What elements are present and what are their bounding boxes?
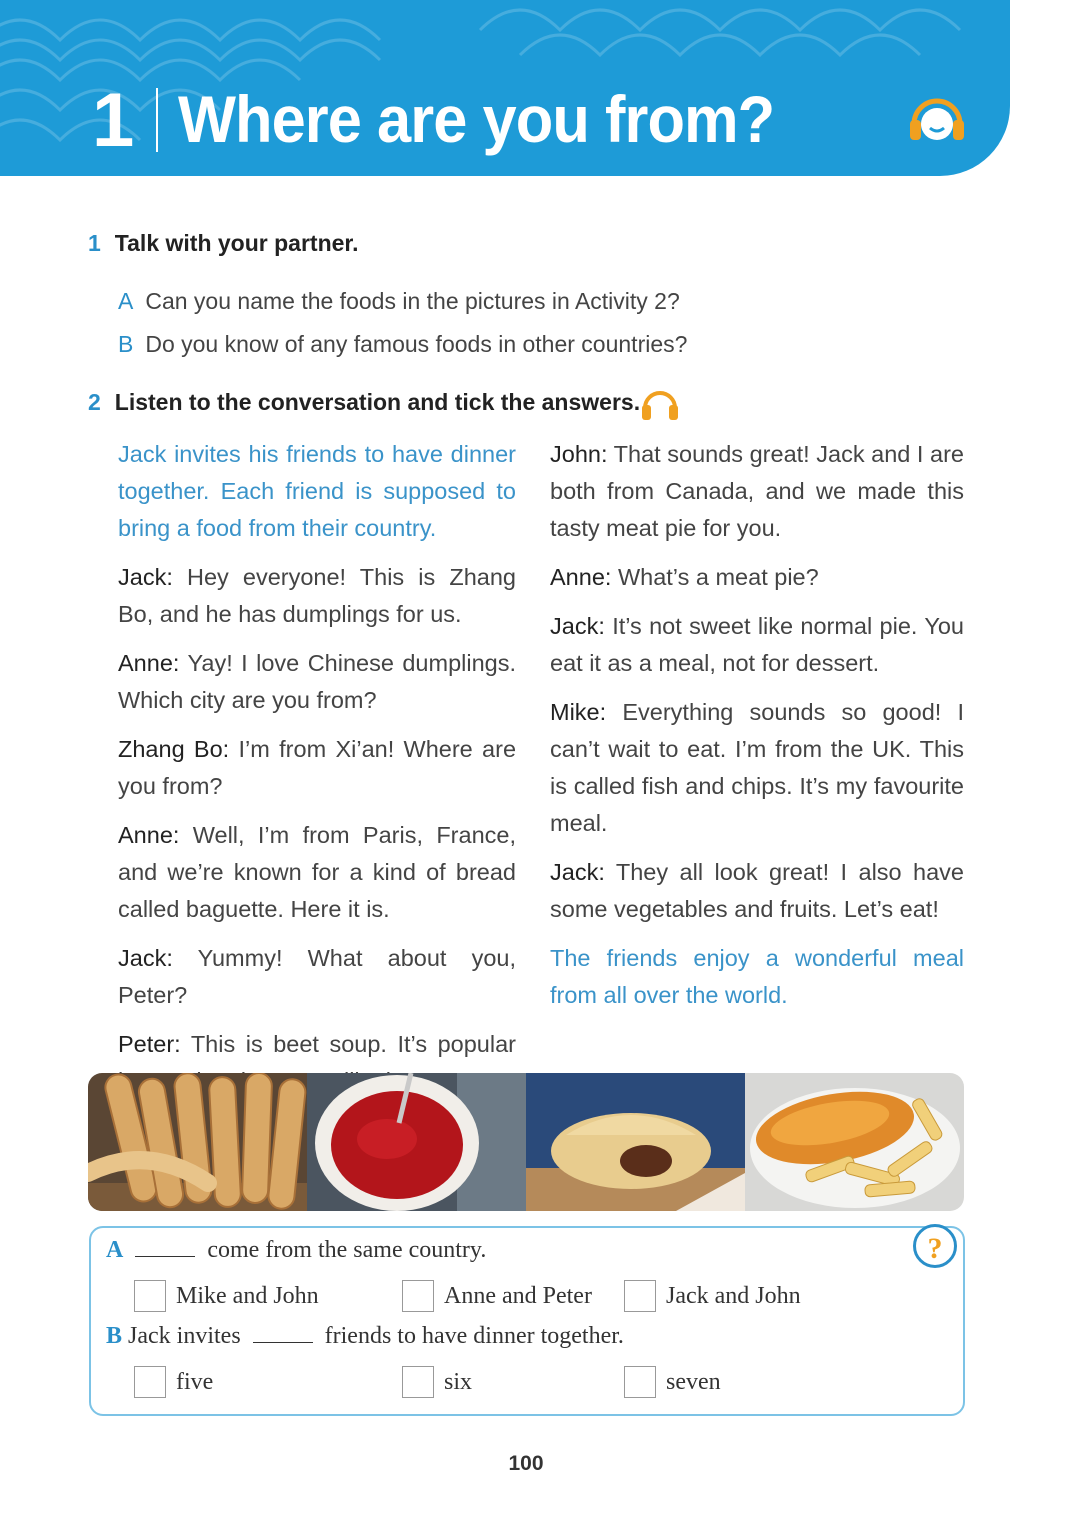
- activity-1-instruction: Talk with your partner.: [114, 230, 359, 256]
- speaker: Zhang Bo:: [118, 736, 230, 762]
- meat-pie-photo: [526, 1073, 745, 1211]
- dialogue-line: [550, 608, 964, 682]
- unit-title: Where are you from?: [178, 82, 775, 156]
- dialogue-line: [550, 854, 964, 928]
- line-text: I’m from Xi’an! Where are you from?: [118, 736, 517, 799]
- dialogue-line: [550, 559, 964, 596]
- choice-a3[interactable]: [624, 1280, 801, 1312]
- choice-label: Anne and Peter: [444, 1282, 592, 1309]
- speaker: Jack:: [118, 945, 173, 971]
- answer-blank: [135, 1236, 195, 1257]
- tick-box[interactable]: [134, 1366, 166, 1398]
- line-text: What’s a meat pie?: [617, 564, 819, 590]
- fish-and-chips-photo: [745, 1073, 964, 1211]
- question-letter: B: [106, 1323, 123, 1349]
- choice-b1[interactable]: [134, 1366, 213, 1398]
- speaker: Anne:: [550, 564, 612, 590]
- choice-label: five: [176, 1368, 214, 1395]
- dialogue-line: [550, 694, 964, 842]
- question-mark-icon[interactable]: ?: [913, 1224, 957, 1268]
- question-b: [106, 1322, 624, 1350]
- choice-label: Jack and John: [666, 1282, 801, 1309]
- dialogue-line: [118, 817, 516, 928]
- option-letter: B: [118, 331, 134, 357]
- question-a: [106, 1236, 486, 1264]
- title-divider: [156, 88, 158, 152]
- story-outro: The friends enjoy a wonderful meal from all over the world.: [550, 945, 964, 1008]
- choice-label: seven: [666, 1368, 721, 1395]
- activity-1-option-b: [118, 331, 687, 358]
- tick-box[interactable]: [134, 1280, 166, 1312]
- line-text: Yummy! What about you, Peter?: [118, 945, 516, 1008]
- line-text: This is beet soup. It’s popular: [190, 1031, 516, 1057]
- tick-box[interactable]: [402, 1280, 434, 1312]
- choice-a1[interactable]: [134, 1280, 319, 1312]
- tick-box[interactable]: [402, 1366, 434, 1398]
- line-text: Well, I’m from Paris, France, and we’re known for a kind of bread called baguette. Here it is.: [118, 822, 516, 922]
- choice-label: six: [444, 1368, 473, 1395]
- unit-number: 1: [92, 78, 135, 163]
- line-text: Everything sounds so good! I can’t wait to eat. I’m from the UK. This is called fish and chips. It’s my favourite meal.: [550, 699, 964, 836]
- activity-2-number: 2: [88, 389, 101, 415]
- question-text: come from the same country.: [207, 1237, 487, 1263]
- page-number: 100: [508, 1452, 544, 1475]
- activity-1-option-a: [118, 288, 680, 315]
- speaker: Anne:: [118, 650, 180, 676]
- tick-box[interactable]: [624, 1280, 656, 1312]
- tick-box[interactable]: [624, 1366, 656, 1398]
- line-text: Hey everyone! This is Zhang Bo, and he has dumplings for us.: [118, 564, 517, 627]
- dialogue-line: [118, 645, 516, 719]
- line-text: That sounds great! Jack and I are both from Canada, and we made this tasty meat pie for you.: [550, 441, 965, 541]
- baguette-photo: [88, 1073, 307, 1211]
- answer-blank: [253, 1322, 313, 1343]
- beet-soup-photo: [307, 1073, 526, 1211]
- activity-2-heading: [88, 389, 640, 416]
- choice-label: Mike and John: [176, 1282, 319, 1309]
- line-text: It’s not sweet like normal pie. You eat it as a meal, not for dessert.: [550, 613, 964, 676]
- speaker: Anne:: [118, 822, 180, 848]
- activity-1-number: 1: [88, 230, 101, 256]
- story-left-column: [118, 436, 516, 1112]
- story-intro: Jack invites his friends to have dinner together. Each friend is supposed to bring a food from their country.: [118, 441, 516, 541]
- food-photo-strip: [88, 1073, 964, 1211]
- speaker: John:: [550, 441, 608, 467]
- option-text: Do you know of any famous foods in other countries?: [145, 331, 688, 357]
- speaker: Mike:: [550, 699, 607, 725]
- dialogue-line: [118, 940, 516, 1014]
- speaker: Jack:: [118, 564, 173, 590]
- choice-b3[interactable]: [624, 1366, 721, 1398]
- choice-a2[interactable]: [402, 1280, 592, 1312]
- dialogue-line: [550, 436, 964, 547]
- question-letter: A: [106, 1237, 124, 1263]
- line-text: Yay! I love Chinese dumplings. Which city are you from?: [118, 650, 517, 713]
- dialogue-line: [118, 731, 516, 805]
- activity-1-heading: [88, 230, 358, 257]
- activity-2-instruction: Listen to the conversation and tick the answers.: [114, 389, 641, 415]
- option-letter: A: [118, 288, 134, 314]
- story-right-column: [550, 436, 964, 1026]
- headset-icon[interactable]: [906, 94, 968, 146]
- line-text: They all look great! I also have some vegetables and fruits. Let’s eat!: [550, 859, 965, 922]
- option-text: Can you name the foods in the pictures in Activity 2?: [145, 288, 680, 314]
- choice-b2[interactable]: [402, 1366, 472, 1398]
- speaker: Jack:: [550, 859, 605, 885]
- question-text: Jack invites: [128, 1323, 241, 1349]
- headphones-icon[interactable]: [640, 386, 680, 422]
- speaker: Peter:: [118, 1031, 181, 1057]
- unit-banner: [0, 0, 1010, 176]
- dialogue-line: [118, 559, 516, 633]
- speaker: Jack:: [550, 613, 605, 639]
- question-text: friends to have dinner together.: [324, 1323, 624, 1349]
